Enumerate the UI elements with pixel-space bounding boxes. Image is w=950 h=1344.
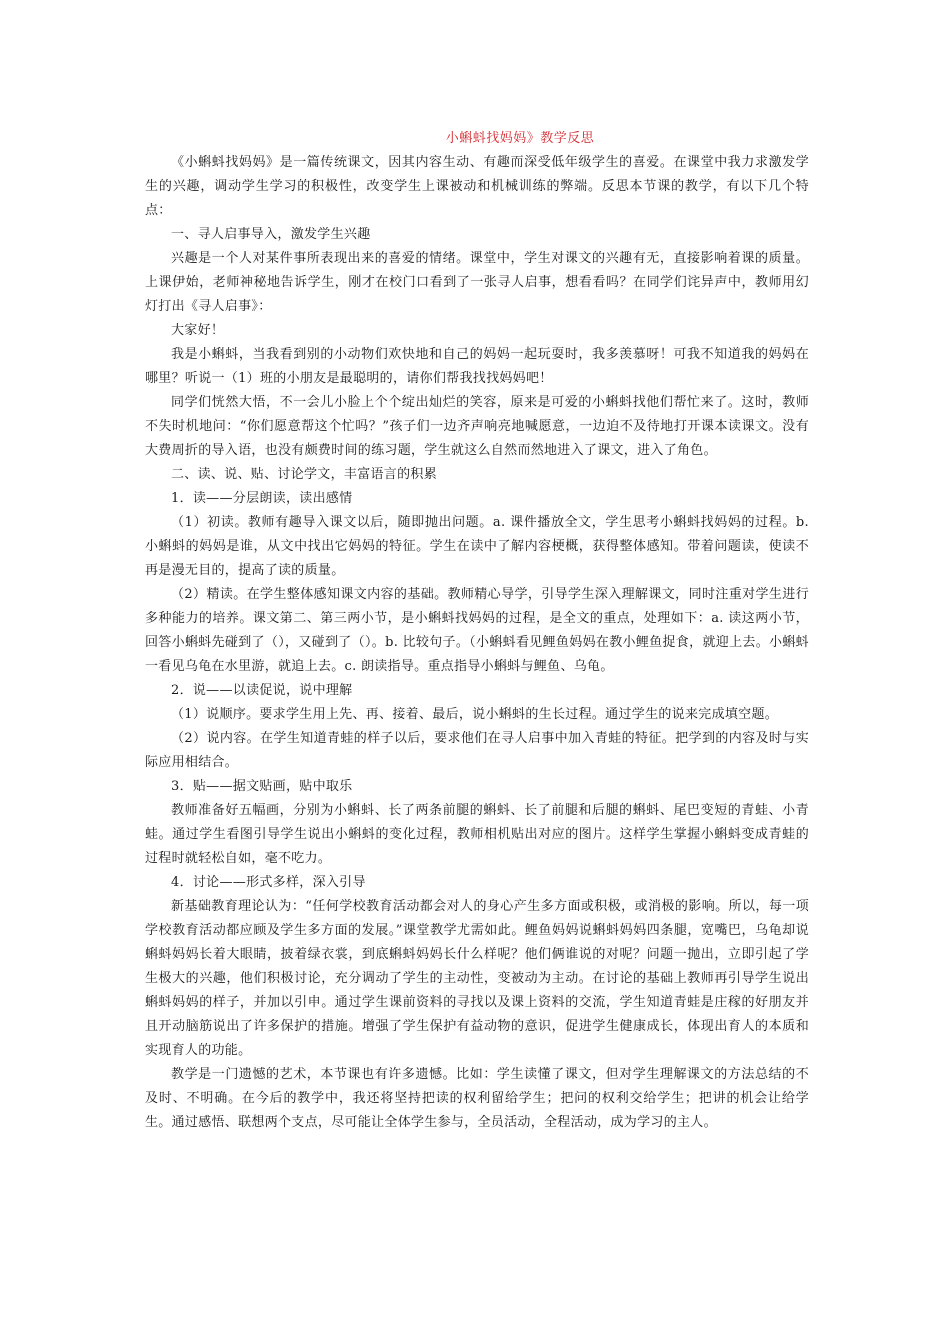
subheading-speak: 2．说——以读促说，说中理解	[171, 683, 353, 698]
paragraph-interest: 兴趣是一个人对某件事所表现出来的喜爱的情绪。课堂中，学生对课文的兴趣有无，直接影响着课的质量。上课伊始，老师神秘地告诉学生，刚才在校门口看到了一张寻人启事，想看看吗？在同学们诧异声中，教师用幻灯打出《寻人启事》：	[145, 251, 809, 314]
notice-greeting: 大家好！	[171, 323, 225, 338]
notice-body: 我是小蝌蚪，当我看到别的小动物们欢快地和自己的妈妈一起玩耍时，我多羡慕呀！可我不知道我的妈妈在哪里？听说一（1）班的小朋友是最聪明的，请你们帮我找找妈妈吧！	[145, 347, 809, 386]
paragraph-close-read: （2）精读。在学生整体感知课文内容的基础。教师精心导学，引导学生深入理解课文，同时注重对学生进行多种能力的培养。课文第二、第三两小节，是小蝌蚪找妈妈的过程，是全文的重点，处理如下：a. 读这两小节，回答小蝌蚪先碰到了（），又碰到了（）。b. 比较句子。（小蝌蚪看见鲤鱼妈妈在教小鲤鱼捉食，就迎上去。小蝌蚪一看见乌龟在水里游，就追上去。c. 朗读指导。重点指导小蝌蚪与鲤鱼、乌龟。	[145, 587, 809, 674]
paragraph-speak-order: （1）说顺序。要求学生用上先、再、接着、最后，说小蝌蚪的生长过程。通过学生的说来完成填空题。	[171, 707, 779, 722]
section-heading-2: 二、读、说、贴、讨论学文，丰富语言的积累	[171, 467, 438, 482]
paragraph-speak-content: （2）说内容。在学生知道青蛙的样子以后，要求他们在寻人启事中加入青蛙的特征。把学到的内容及时与实际应用相结合。	[145, 731, 809, 770]
paragraph-intro: 《小蝌蚪找妈妈》是一篇传统课文，因其内容生动、有趣而深受低年级学生的喜爱。在课堂中我力求激发学生的兴趣，调动学生学习的积极性，改变学生上课被动和机械训练的弊端。反思本节课的教学，有以下几个特点：	[145, 155, 809, 218]
paragraph-discuss: 新基础教育理论认为：“任何学校教育活动都会对人的身心产生多方面或积极，或消极的影响。所以，每一项学校教育活动都应顾及学生多方面的发展。”课堂教学尤需如此。鲤鱼妈妈说蝌蚪妈妈四条腿，宽嘴巴，乌龟却说蝌蚪妈妈长着大眼睛，披着绿衣裳，到底蝌蚪妈妈长什么样呢？他们俩谁说的对呢？问题一抛出，立即引起了学生极大的兴趣，他们积极讨论，充分调动了学生的主动性，变被动为主动。在讨论的基础上教师再引导学生说出蝌蚪妈妈的样子，并加以引申。通过学生课前资料的寻找以及课上资料的交流，学生知道青蛙是庄稼的好朋友并且开动脑筋说出了许多保护的措施。增强了学生保护有益动物的意识，促进学生健康成长，体现出育人的本质和实现育人的功能。	[145, 899, 809, 1058]
document-page	[145, 127, 809, 1135]
document-title: 小蝌蚪找妈妈》教学反思	[445, 131, 595, 146]
subheading-paste: 3．贴——据文贴画，贴中取乐	[171, 779, 353, 794]
paragraph-first-read: （1）初读。教师有趣导入课文以后，随即抛出问题。a. 课件播放全文，学生思考小蝌蚪找妈妈的过程。b. 小蝌蚪的妈妈是谁，从文中找出它妈妈的特征。学生在读中了解内容梗概，获得整体感知。带着问题读，使读不再是漫无目的，提高了读的质量。	[145, 515, 809, 578]
paragraph-students-reaction: 同学们恍然大悟，不一会儿小脸上个个绽出灿烂的笑容，原来是可爱的小蝌蚪找他们帮忙来了。这时，教师不失时机地问：“你们愿意帮这个忙吗？”孩子们一边齐声响亮地喊愿意，一边迫不及待地打开课本读课文。没有大费周折的导入语，也没有颇费时间的练习题，学生就这么自然而然地进入了课文，进入了角色。	[145, 395, 809, 458]
section-heading-1: 一、寻人启事导入，激发学生兴趣	[171, 227, 371, 242]
subheading-discuss: 4．讨论——形式多样，深入引导	[171, 875, 366, 890]
paragraph-paste: 教师准备好五幅画，分别为小蝌蚪、长了两条前腿的蝌蚪、长了前腿和后腿的蝌蚪、尾巴变短的青蛙、小青蛙。通过学生看图引导学生说出小蝌蚪的变化过程，教师相机贴出对应的图片。这样学生掌握小蝌蚪变成青蛙的过程时就轻松自如，毫不吃力。	[145, 803, 809, 866]
subheading-read: 1．读——分层朗读，读出感情	[171, 491, 353, 506]
paragraph-conclusion: 教学是一门遗憾的艺术，本节课也有许多遗憾。比如：学生读懂了课文，但对学生理解课文的方法总结的不及时、不明确。在今后的教学中，我还将坚持把读的权利留给学生；把问的权利交给学生；把讲的机会让给学生。通过感悟、联想两个支点，尽可能让全体学生参与，全员活动，全程活动，成为学习的主人。	[145, 1067, 809, 1130]
